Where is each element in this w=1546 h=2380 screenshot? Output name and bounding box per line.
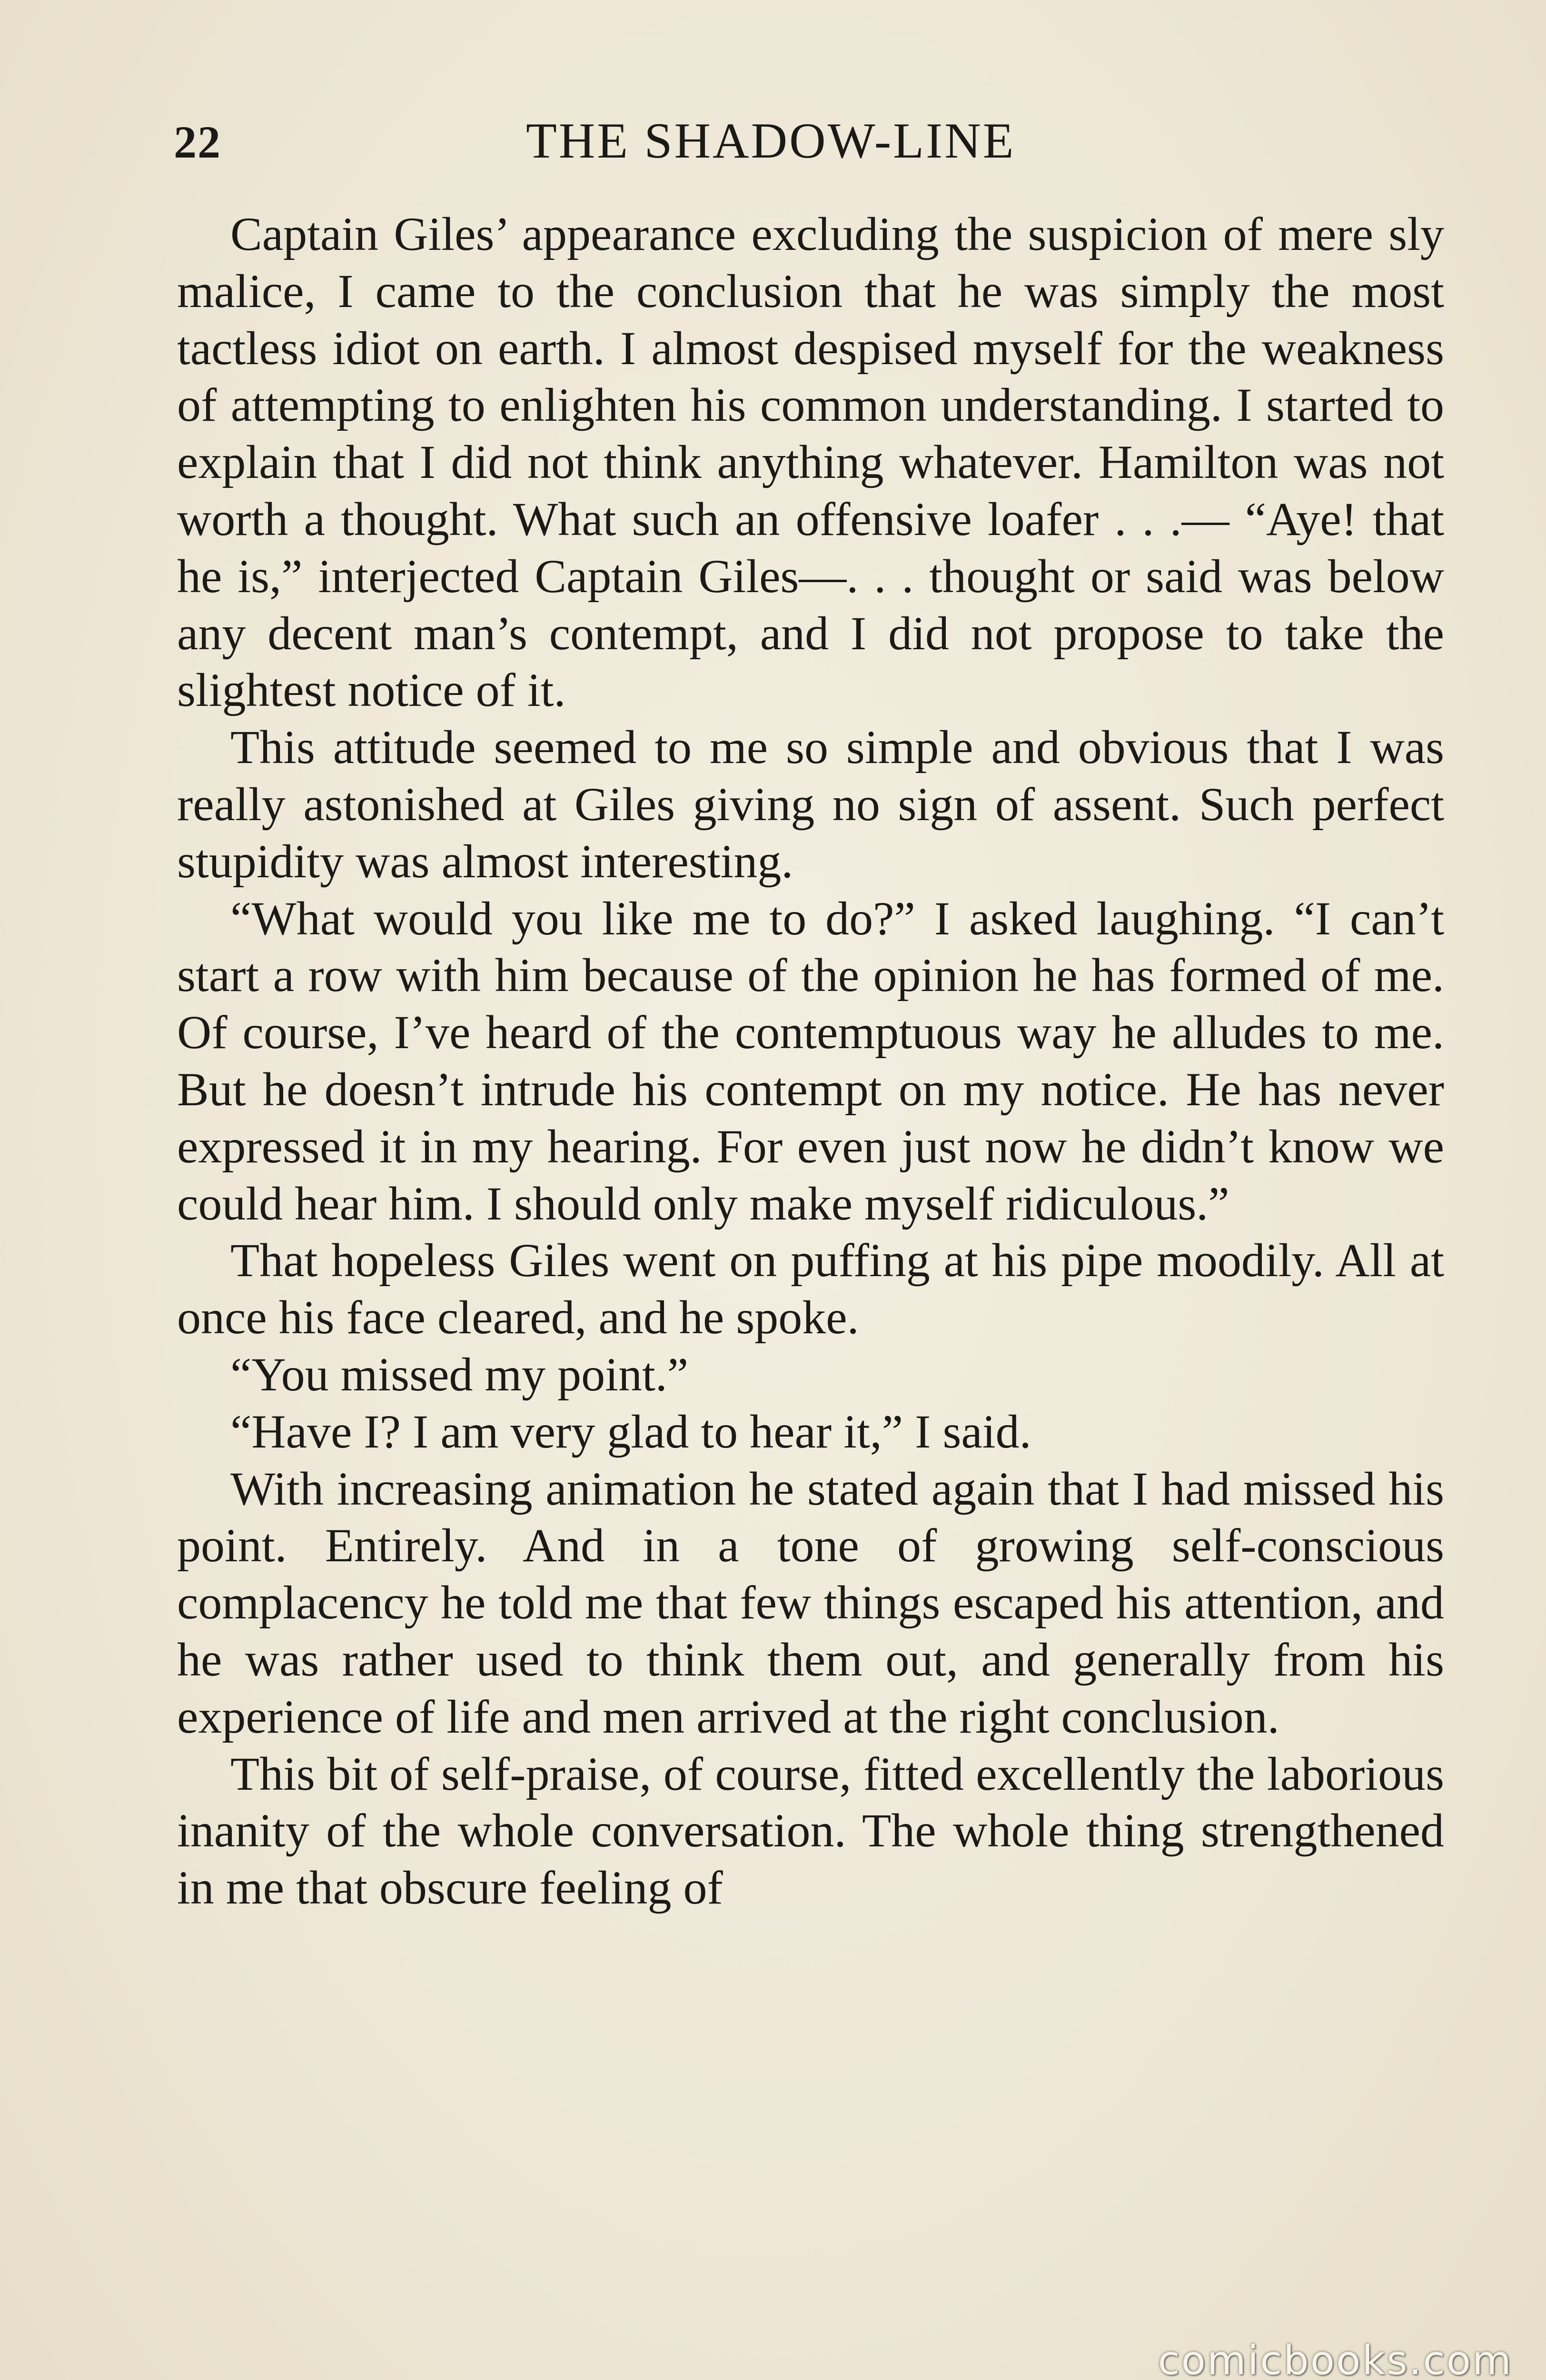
paragraph: With increasing animation he stated again that I had missed his point. Entirely. And in a tone of growing self-conscious complacency he told me that few things escaped his attention, and he was rather used to think them out, and generally from his experience of life and men arrived at the right conclusion. (177, 1462, 1444, 1743)
paragraph: “Have I? I am very glad to hear it,” I said. (230, 1405, 1031, 1458)
body-text (177, 206, 1444, 1916)
paragraph-last: This bit of self-praise, of course, fitted excellently the laborious inanity of the whole conversation. The whole thing strengthened in me that obscure feeling of (177, 1747, 1444, 1914)
page-number: 22 (174, 117, 221, 168)
running-head: THE SHADOW-LINE (526, 113, 1016, 169)
paragraph: “You missed my point.” (230, 1348, 689, 1401)
page-header (174, 107, 1449, 169)
paragraph: “What would you like me to do?” I asked laughing. “I can’t start a row with him because of the opinion he has formed of me. Of course, I’ve heard of the contemptuous way he alludes to me. But he doesn’t intrude his contempt on my notice. He has never expressed it in my hearing. For even just now he didn’t know we could hear him. I should only make myself ridiculous.” (177, 892, 1444, 1230)
paragraph: That hopeless Giles went on puffing at his pipe moodily. All at once his face cleared, and he spoke. (177, 1234, 1444, 1344)
paragraph: This attitude seemed to me so simple and obvious that I was really astonished at Giles giving no sign of assent. Such perfect stupidity was almost interesting. (177, 721, 1444, 888)
paragraph: Captain Giles’ appearance excluding the suspicion of mere sly malice, I came to the conclusion that he was simply the most tactless idiot on earth. I almost despised myself for the weakness of attempting to enlighten his common understanding. I started to explain that I did not think anything whatever. Hamilton was not worth a thought. What such an offensive loafer . . .— “Aye! that he is,” interjected Captain Giles—. . . thought or said was below any decent man’s contempt, and I did not propose to take the slightest notice of it. (177, 208, 1444, 717)
watermark: comicbooks.com (1158, 2337, 1513, 2380)
